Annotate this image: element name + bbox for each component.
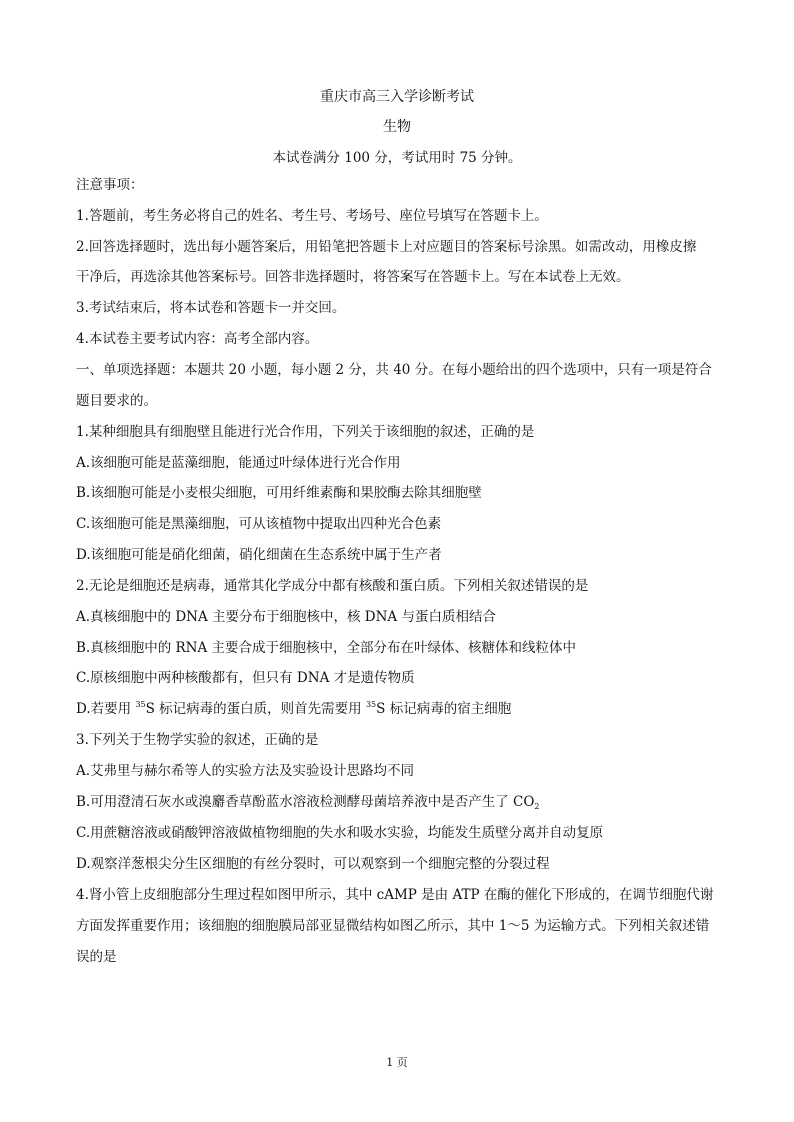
isotope-superscript: 35 [365, 700, 377, 709]
question-stem-cont: 方面发挥重要作用；该细胞的细胞膜局部亚显微结构如图乙所示，其中 1～5 为运输方式。下列相关叙述错 [76, 918, 710, 934]
subject-title: 生物 [383, 119, 411, 135]
option-a: A.艾弗里与赫尔希等人的实验方法及实验设计思路均不同 [76, 763, 415, 779]
option-d-text: S 标记病毒的宿主细胞 [376, 701, 512, 717]
page-number: 1 页 [386, 1056, 408, 1069]
option-d: D.该细胞可能是硝化细菌，硝化细菌在生态系统中属于生产者 [76, 547, 442, 563]
notice-item: 干净后，再选涂其他答案标号。回答非选择题时，将答案写在答题卡上。写在本试卷上无效。 [76, 269, 630, 285]
option-c: C.原核细胞中两种核酸都有，但只有 DNA 才是遗传物质 [76, 670, 415, 686]
notice-item: 4.本试卷主要考试内容：高考全部内容。 [76, 331, 319, 347]
section-heading: 一、单项选择题：本题共 20 小题，每小题 2 分，共 40 分。在每小题给出的四个选项中，只有一项是符合 [76, 362, 712, 378]
option-a: A.该细胞可能是蓝藻细胞，能通过叶绿体进行光合作用 [76, 455, 401, 471]
question-stem: 2.无论是细胞还是病毒，通常其化学成分中都有核酸和蛋白质。下列相关叙述错误的是 [76, 578, 589, 594]
notice-item: 1.答题前，考生务必将自己的姓名、考生号、考场号、座位号填写在答题卡上。 [76, 208, 548, 224]
isotope-superscript: 35 [135, 700, 146, 709]
option-b-text: B.可用澄清石灰水或溴麝香草酚蓝水溶液检测酵母菌培养液中是否产生了 CO [76, 794, 535, 810]
option-b: B.真核细胞中的 RNA 主要合成于细胞核中，全部分布在叶绿体、核糖体和线粒体中 [76, 640, 577, 656]
option-d: D.观察洋葱根尖分生区细胞的有丝分裂时，可以观察到一个细胞完整的分裂过程 [76, 856, 550, 872]
exam-info: 本试卷满分 100 分，考试用时 75 分钟。 [272, 150, 522, 166]
option-b [76, 793, 726, 811]
option-d-text: D.若要用 [76, 701, 136, 717]
option-a: A.真核细胞中的 DNA 主要分布于细胞核中，核 DNA 与蛋白质相结合 [76, 609, 496, 625]
option-d-text: S 标记病毒的蛋白质，则首先需要用 [145, 701, 366, 717]
page-title: 重庆市高三入学诊断考试 [320, 89, 474, 105]
question-stem: 3.下列关于生物学实验的叙述，正确的是 [76, 732, 319, 748]
question-stem: 1.某种细胞具有细胞壁且能进行光合作用，下列关于该细胞的叙述，正确的是 [76, 424, 535, 440]
option-d [76, 700, 726, 718]
notice-item: 2.回答选择题时，选出每小题答案后，用铅笔把答题卡上对应题目的答案标号涂黑。如需改动，用橡皮擦 [76, 239, 697, 255]
section-heading-cont: 题目要求的。 [76, 393, 157, 409]
option-c: C.该细胞可能是黑藻细胞，可从该植物中提取出四种光合色素 [76, 516, 442, 532]
notice-item: 3.考试结束后，将本试卷和答题卡一并交回。 [76, 300, 346, 316]
option-c: C.用蔗糖溶液或硝酸钾溶液做植物细胞的失水和吸水实验，均能发生质壁分离并自动复原 [76, 825, 604, 841]
subscript: 2 [534, 802, 540, 811]
notice-heading: 注意事项： [76, 177, 144, 193]
question-stem: 4.肾小管上皮细胞部分生理过程如图甲所示，其中 cAMP 是由 ATP 在酶的催化下形成的，在调节细胞代谢 [76, 887, 714, 903]
option-b: B.该细胞可能是小麦根尖细胞，可用纤维素酶和果胶酶去除其细胞壁 [76, 485, 482, 501]
question-stem-cont: 误的是 [76, 949, 117, 965]
